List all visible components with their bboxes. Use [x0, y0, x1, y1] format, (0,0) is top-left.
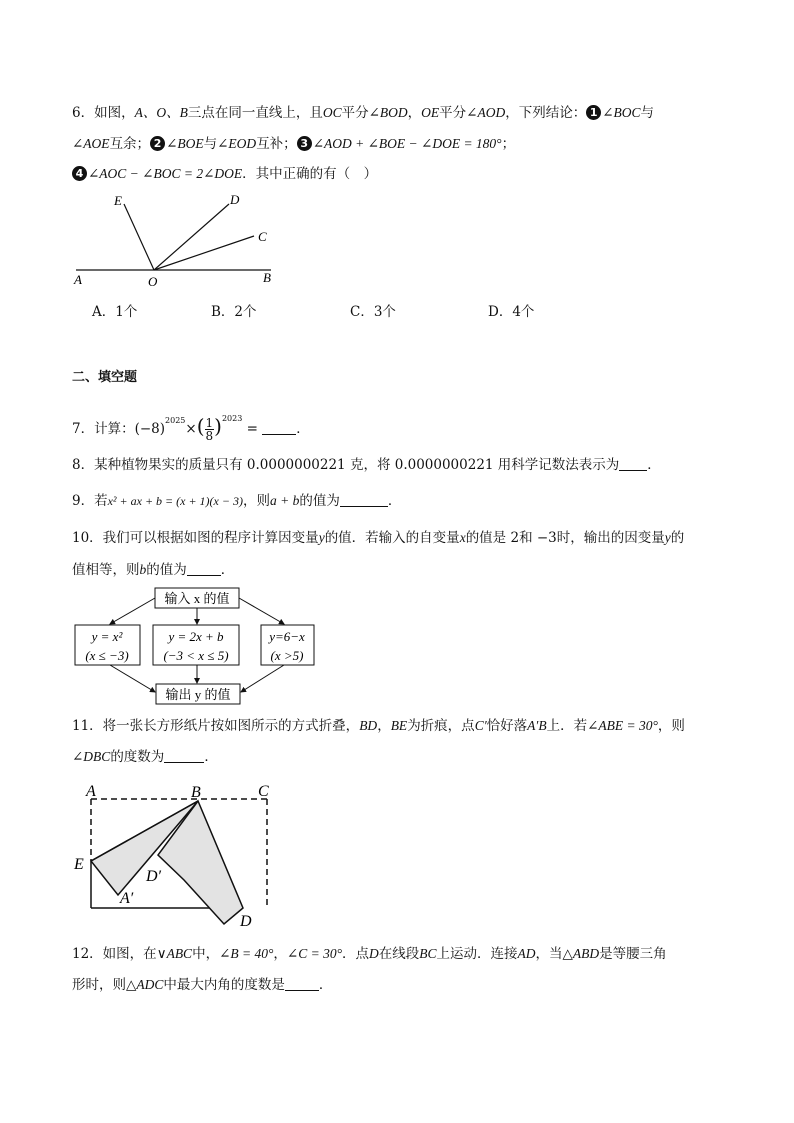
- svg-text:(−3 < x ≤ 5): (−3 < x ≤ 5): [163, 648, 229, 663]
- q12-line2: 形时，则△ADC中最大内角的度数是 ．: [72, 977, 333, 993]
- q12-answer-blank[interactable]: [285, 976, 319, 991]
- circled-number-3: 3: [297, 136, 312, 151]
- label-B: B: [191, 784, 201, 801]
- q6-option-d[interactable]: D．4个: [488, 304, 535, 320]
- q12-line1: 12．如图，在∨ABC中，∠B = 40°，∠C = 30°．点D在线段BC上运动．连接AD，当△ABD是等腰三角: [72, 946, 667, 962]
- q7: 7．计算：$(-8)^{2025}\times$( $\frac{1}{8}$ )$^{2023}$ = ．: [72, 414, 310, 443]
- q6-angle-figure: [66, 190, 286, 290]
- q6-line3: 4 ∠AOC − ∠BOC = 2∠DOE．其中正确的有（ ）: [72, 164, 377, 184]
- svg-text:输出 y 的值: 输出 y 的值: [165, 687, 231, 702]
- q6-line2: ∠AOE互余； 2 ∠BOE与∠EOD互补； 3 ∠AOD + ∠BOE − ∠DOE = 180°；: [72, 136, 516, 152]
- circled-number-4: 4: [72, 166, 87, 181]
- q8-answer-blank[interactable]: [619, 456, 647, 471]
- q11-answer-blank[interactable]: [164, 748, 204, 763]
- label-O: O: [148, 274, 158, 289]
- q10-answer-blank[interactable]: [187, 561, 221, 576]
- svg-text:输入 x 的值: 输入 x 的值: [164, 591, 230, 606]
- label-D-prime: D′: [146, 868, 162, 885]
- label-E: E: [74, 856, 84, 873]
- q6-option-c[interactable]: C．3个: [350, 304, 396, 320]
- label-D: D: [230, 192, 240, 207]
- q11-line1: 11．将一张长方形纸片按如图所示的方式折叠，BD，BE为折痕，点C′恰好落A′B上．若∠ABE = 30°，则: [72, 718, 685, 734]
- svg-text:(x ≤ −3): (x ≤ −3): [85, 648, 129, 663]
- q6-option-a[interactable]: A．1个: [92, 304, 138, 320]
- q10-line2: 值相等，则b的值为 ．: [72, 562, 235, 578]
- q7-answer-blank[interactable]: [262, 420, 296, 435]
- q9: 9．若x² + ax + b = (x + 1)(x − 3)，则a + b的值为 ．: [72, 493, 402, 509]
- label-A: A: [74, 272, 82, 287]
- label-B: B: [263, 270, 271, 285]
- q11-line2: ∠DBC的度数为 ．: [72, 749, 218, 765]
- q9-answer-blank[interactable]: [340, 492, 388, 507]
- circled-number-1: 1: [586, 105, 601, 120]
- svg-text:y = x²: y = x²: [91, 629, 123, 644]
- svg-text:y=6−x: y=6−x: [269, 629, 305, 644]
- label-C: C: [258, 783, 269, 800]
- label-D: D: [240, 913, 252, 930]
- q11-fold-figure: [66, 775, 286, 935]
- label-E: E: [114, 193, 122, 208]
- q6-option-b[interactable]: B．2个: [211, 304, 257, 320]
- label-A: A: [86, 783, 96, 800]
- section-heading: 二、填空题: [72, 370, 138, 385]
- svg-text:y = 2x + b: y = 2x + b: [168, 629, 224, 644]
- q6-line1: 6．如图，A、O、B三点在同一直线上，且OC平分∠BOD，OE平分∠AOD，下列结论： 1 ∠BOC与: [72, 105, 655, 121]
- svg-text:(x >5): (x >5): [270, 648, 304, 663]
- label-A-prime: A′: [120, 890, 134, 907]
- fraction-one-eighth: $\frac{1}{8}$: [205, 416, 214, 443]
- label-C: C: [258, 229, 267, 244]
- q10-line1: 10．我们可以根据如图的程序计算因变量y的值．若输入的自变量x的值是 2和 −3时，输出的因变量y的: [72, 530, 685, 546]
- circled-number-2: 2: [150, 136, 165, 151]
- q8: 8．某种植物果实的质量只有 0.0000000221 克，将 0.0000000221 用科学记数法表示为 ．: [72, 457, 661, 473]
- q10-flowchart: [72, 584, 322, 708]
